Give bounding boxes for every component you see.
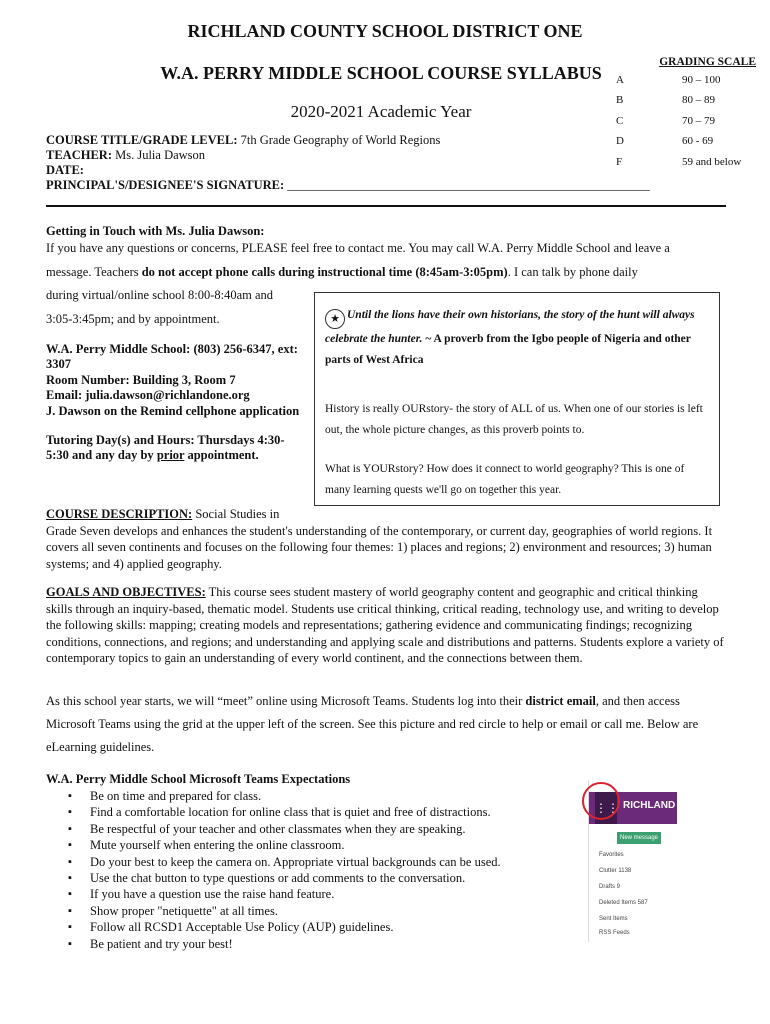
date-label: DATE: <box>46 163 84 177</box>
list-item: ▪ Find a comfortable location for online class that is quiet and free of distractions. <box>68 804 586 820</box>
grade-range: 60 - 69 <box>682 135 714 148</box>
expectations-list <box>46 788 586 952</box>
room-number: Room Number: Building 3, Room 7 <box>46 372 236 387</box>
list-item: ▪ Be on time and prepared for class. <box>68 788 586 804</box>
lion-icon: ★ <box>325 309 345 329</box>
grading-row <box>616 156 756 176</box>
grade-range: 80 – 89 <box>682 94 715 107</box>
folder-item: Deleted Items 587 <box>599 900 648 906</box>
grade-letter: D <box>616 135 624 148</box>
list-item: ▪ Use the chat button to type questions or add comments to the conversation. <box>68 870 586 886</box>
proverb-quote <box>325 305 711 371</box>
divider <box>46 205 726 207</box>
grade-letter: A <box>616 74 624 86</box>
goals-text: This course sees student mastery of world geography content and geographic and critical thinking skills through an inquiry-based, thematic model. Students use critical thinking, critical reading, technology use, and writing to develop the following skills: mapping; creating models and representations; gathering evidence and communicating findings; recognizing conditions, connections, and regions; and understanding and applying scale and distributions and patterns. Students explore a variety of contemporary topics to gain an understanding of every world continent, and the connections between them. <box>46 585 724 665</box>
academic-year: 2020-2021 Academic Year <box>290 102 472 121</box>
list-item: ▪ If you have a question use the raise hand feature. <box>68 886 586 902</box>
phone-number: W.A. Perry Middle School: (803) 256-6347, ext: 3307 <box>46 342 298 372</box>
grading-row <box>616 115 756 135</box>
course-description <box>46 506 726 572</box>
course-description-first: Social Studies in <box>192 507 280 521</box>
teacher-value: Ms. Julia Dawson <box>115 148 206 162</box>
quote-text: Until the lions have their own historians, the story of the hunt will always celebrate the hunter. <box>325 309 695 345</box>
syllabus-title: W.A. PERRY MIDDLE SCHOOL COURSE SYLLABUS <box>160 63 602 83</box>
grade-range: 70 – 79 <box>682 114 715 127</box>
teams-expectations <box>46 771 586 952</box>
proverb-box <box>314 292 720 506</box>
email-address: Email: julia.dawson@richlandone.org <box>46 388 250 403</box>
app-grid-icon: ⋮⋮ <box>595 792 617 824</box>
teacher-label: TEACHER: <box>46 148 116 162</box>
new-message-button: New message <box>617 832 661 844</box>
list-item: ▪ Mute yourself when entering the online classroom. <box>68 837 586 853</box>
intro-line-3: during virtual/online school 8:00-8:40am and <box>46 288 274 302</box>
folder-item: Drafts 9 <box>599 884 621 890</box>
folder-item: Sent Items <box>599 916 628 922</box>
grading-row <box>616 135 756 155</box>
contact-block <box>46 342 306 464</box>
signature-label: PRINCIPAL'S/DESIGNEE'S SIGNATURE: <box>46 178 288 192</box>
online-text: As this school year starts, we will “meet” online using Microsoft Teams. Students log into their <box>46 694 526 708</box>
list-item: ▪ Be respectful of your teacher and other classmates when they are speaking. <box>68 821 586 837</box>
grade-range: 59 and below <box>682 155 742 168</box>
intro-line-4: 3:05-3:45pm; and by appointment. <box>46 312 220 326</box>
list-item: ▪ Follow all RCSD1 Acceptable Use Policy (AUP) guidelines. <box>68 919 586 935</box>
expectations-heading: W.A. Perry Middle School Microsoft Teams Expectations <box>46 772 351 786</box>
tutoring-text: appointment. <box>184 448 259 463</box>
folder-item: RSS Feeds <box>599 930 630 936</box>
folder-item: Clutter 1138 <box>599 868 632 874</box>
intro-bold-text: do not accept phone calls during instructional time (8:45am-3:05pm) <box>141 265 508 279</box>
grade-range: 90 – 100 <box>682 74 721 86</box>
grade-letter: B <box>616 94 624 107</box>
red-circle-highlight <box>582 782 620 820</box>
list-item: ▪ Show proper "netiquette" at all times. <box>68 903 586 919</box>
contact-heading: Getting in Touch with Ms. Julia Dawson: <box>46 224 265 238</box>
online-text: , and then access Microsoft Teams using the grid at the upper left of the screen. See this picture and red circle to help or email or call me. Below are eLearning guidelines. <box>46 694 699 754</box>
tutoring-text: Tutoring Day(s) and Hours: Thursdays 4:30-5:30 and any day by <box>46 433 285 463</box>
list-item: ▪ Be patient and try your best! <box>68 936 586 952</box>
course-label: COURSE TITLE/GRADE LEVEL: <box>46 133 241 147</box>
course-description-text: Grade Seven develops and enhances the student's understanding of the contemporary, or current day, geographies of world regions. It covers all seven continents and focuses on the following four themes: 1) places and regions; 2) environment and resources; 3) human systems; and 4) applied geography. <box>46 523 713 571</box>
teams-brand: RICHLAND <box>623 800 676 811</box>
online-paragraph <box>46 690 726 759</box>
intro-line-1: If you have any questions or concerns, PLEASE feel free to contact me. You may call W.A. Perry Middle School and leave a <box>46 241 670 255</box>
grading-scale-title: GRADING SCALE <box>659 56 756 68</box>
list-item: ▪ Do your best to keep the camera on. Appropriate virtual backgrounds can be used. <box>68 854 586 870</box>
intro-line-2 <box>46 261 638 285</box>
yourstory-paragraph: What is YOURstory? How does it connect to world geography? This is one of many learning quests we'll go on together this year. <box>325 463 685 496</box>
grading-row <box>616 94 756 114</box>
intro-text: . I can talk by phone daily <box>507 265 638 279</box>
quote-attribution: ~ A proverb from the Igbo people of Nigeria and other parts of West Africa <box>325 333 691 366</box>
grade-letter: F <box>616 155 623 168</box>
grading-scale <box>616 56 756 176</box>
signature-line: __________________________________________________________ <box>287 178 650 192</box>
grading-row <box>616 74 756 94</box>
intro-text: message. Teachers <box>46 265 142 279</box>
district-email-text: district email <box>525 694 596 708</box>
folder-item: Favorites <box>599 852 624 858</box>
course-meta <box>46 133 650 193</box>
goals-label: GOALS AND OBJECTIVES: <box>46 585 206 599</box>
grade-letter: C <box>616 114 624 127</box>
tutoring-hours <box>46 433 306 464</box>
remind-info: J. Dawson on the Remind cellphone application <box>46 403 300 418</box>
ourstory-paragraph: History is really OURstory- the story of ALL of us. When one of our stories is left out, the whole picture changes, as this proverb points to. <box>325 403 703 436</box>
goals-objectives <box>46 584 726 667</box>
tutoring-prior: prior <box>156 448 185 463</box>
course-value: 7th Grade Geography of World Regions <box>240 133 441 147</box>
district-title: RICHLAND COUNTY SCHOOL DISTRICT ONE <box>187 21 583 41</box>
course-description-label: COURSE DESCRIPTION: <box>46 507 193 521</box>
